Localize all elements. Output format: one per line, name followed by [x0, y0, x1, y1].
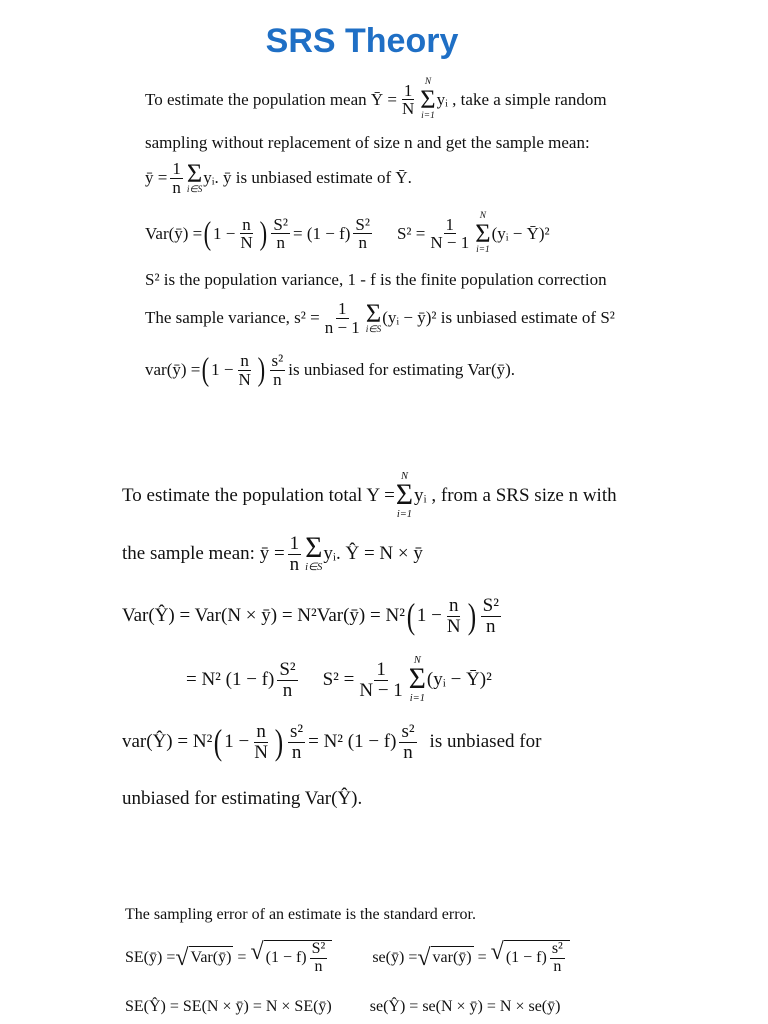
s1-line-2: sampling without replacement of size n and get the sample mean:: [145, 133, 590, 152]
s2-line-3: Var(Ŷ) = Var(N × ȳ) = N²Var(ȳ) = N² ( 1 − $\frac{n}{N}$ ) $\frac{\text{S²}}{n}$: [122, 595, 499, 637]
s1-line-1: [145, 78, 607, 122]
fraction-1-over-N: $\frac{1}{N}$: [402, 80, 415, 119]
sum-operator: N Σ i=1: [408, 655, 426, 705]
s1-line-5: S² is the population variance, 1 - f is the finite population correction: [145, 270, 607, 289]
s2-line-1: To estimate the population total Y = N Σ i=1 yᵢ , from a SRS size n with: [122, 471, 617, 521]
s2-line-5: var(Ŷ) = N² ( 1 − $\frac{n}{N}$ ) $\frac{\text{s²}}{n}$ = N² (1 − f) $\frac{\text{s²}}{n}$ is unbiased for: [122, 721, 542, 763]
s1-line-6: The sample variance, s² = $\frac{1}{n - 1}$ Σ i∈S (yᵢ − ȳ)² is unbiased estimate of S²: [145, 299, 615, 337]
s3-line-2: SE(ȳ) = √ Var(ȳ) = √ (1 − f) $\frac{\text{S²}}{n}$ se(ȳ) = √ var(ȳ) = √ (1 − f) $\frac{\text{s²}}{n}$: [125, 940, 570, 976]
s3-line-1: The sampling error of an estimate is the standard error.: [125, 906, 476, 923]
sum-operator: Σ i∈S: [305, 532, 323, 574]
sqrt-symbol: √ (1 − f) $\frac{\text{S²}}{n}$: [250, 940, 332, 976]
fraction-1-over-n: $\frac{1}{n}$: [172, 159, 181, 197]
sqrt-symbol: √ var(ȳ): [417, 944, 472, 971]
s1-line-4: Var(ȳ) = ( 1 − $\frac{n}{N}$ ) $\frac{\text{S²}}{n}$ = (1 − f) $\frac{\text{S²}}{n}$ S² = $\frac{1}{N - 1}$ N Σ i=1 (yᵢ − Ȳ)²: [145, 211, 550, 256]
sum-operator: Σ i∈S: [365, 299, 382, 336]
sum-operator: N Σ i=1: [420, 77, 436, 122]
s2-line-4: = N² (1 − f) $\frac{\text{S²}}{n}$ S² = $\frac{1}{N - 1}$ N Σ i=1 (yᵢ − Ȳ)²: [186, 655, 492, 705]
s1-l1-post: yᵢ , take a simple random: [436, 89, 607, 109]
s2-line-2: the sample mean: ȳ = $\frac{1}{n}$ Σ i∈S yᵢ. Ŷ = N × ȳ: [122, 532, 423, 575]
s1-line-3: ȳ = $\frac{1}{n}$ Σ i∈S yᵢ. ȳ is unbiased estimate of Ȳ.: [145, 159, 412, 197]
sqrt-symbol: √ Var(ȳ): [175, 944, 232, 971]
sqrt-symbol: √ (1 − f) $\frac{\text{s²}}{n}$: [491, 940, 570, 976]
s1-line-7: var(ȳ) = ( 1 − $\frac{n}{N}$ ) $\frac{\text{s²}}{n}$ is unbiased for estimating Var(ȳ).: [145, 351, 516, 389]
page-title: SRS Theory: [265, 22, 459, 60]
sum-operator: N Σ i=1: [475, 211, 491, 256]
sum-operator: N Σ i=1: [395, 471, 414, 521]
s2-line-6: unbiased for estimating Var(Ŷ).: [122, 788, 363, 809]
s3-line-3: SE(Ŷ) = SE(N × ȳ) = N × SE(ȳ) se(Ŷ) = se(N × ȳ) = N × se(ȳ): [125, 998, 561, 1015]
s1-l1-pre: To estimate the population mean Ȳ =: [145, 89, 398, 109]
sum-operator: Σ i∈S: [186, 159, 203, 196]
